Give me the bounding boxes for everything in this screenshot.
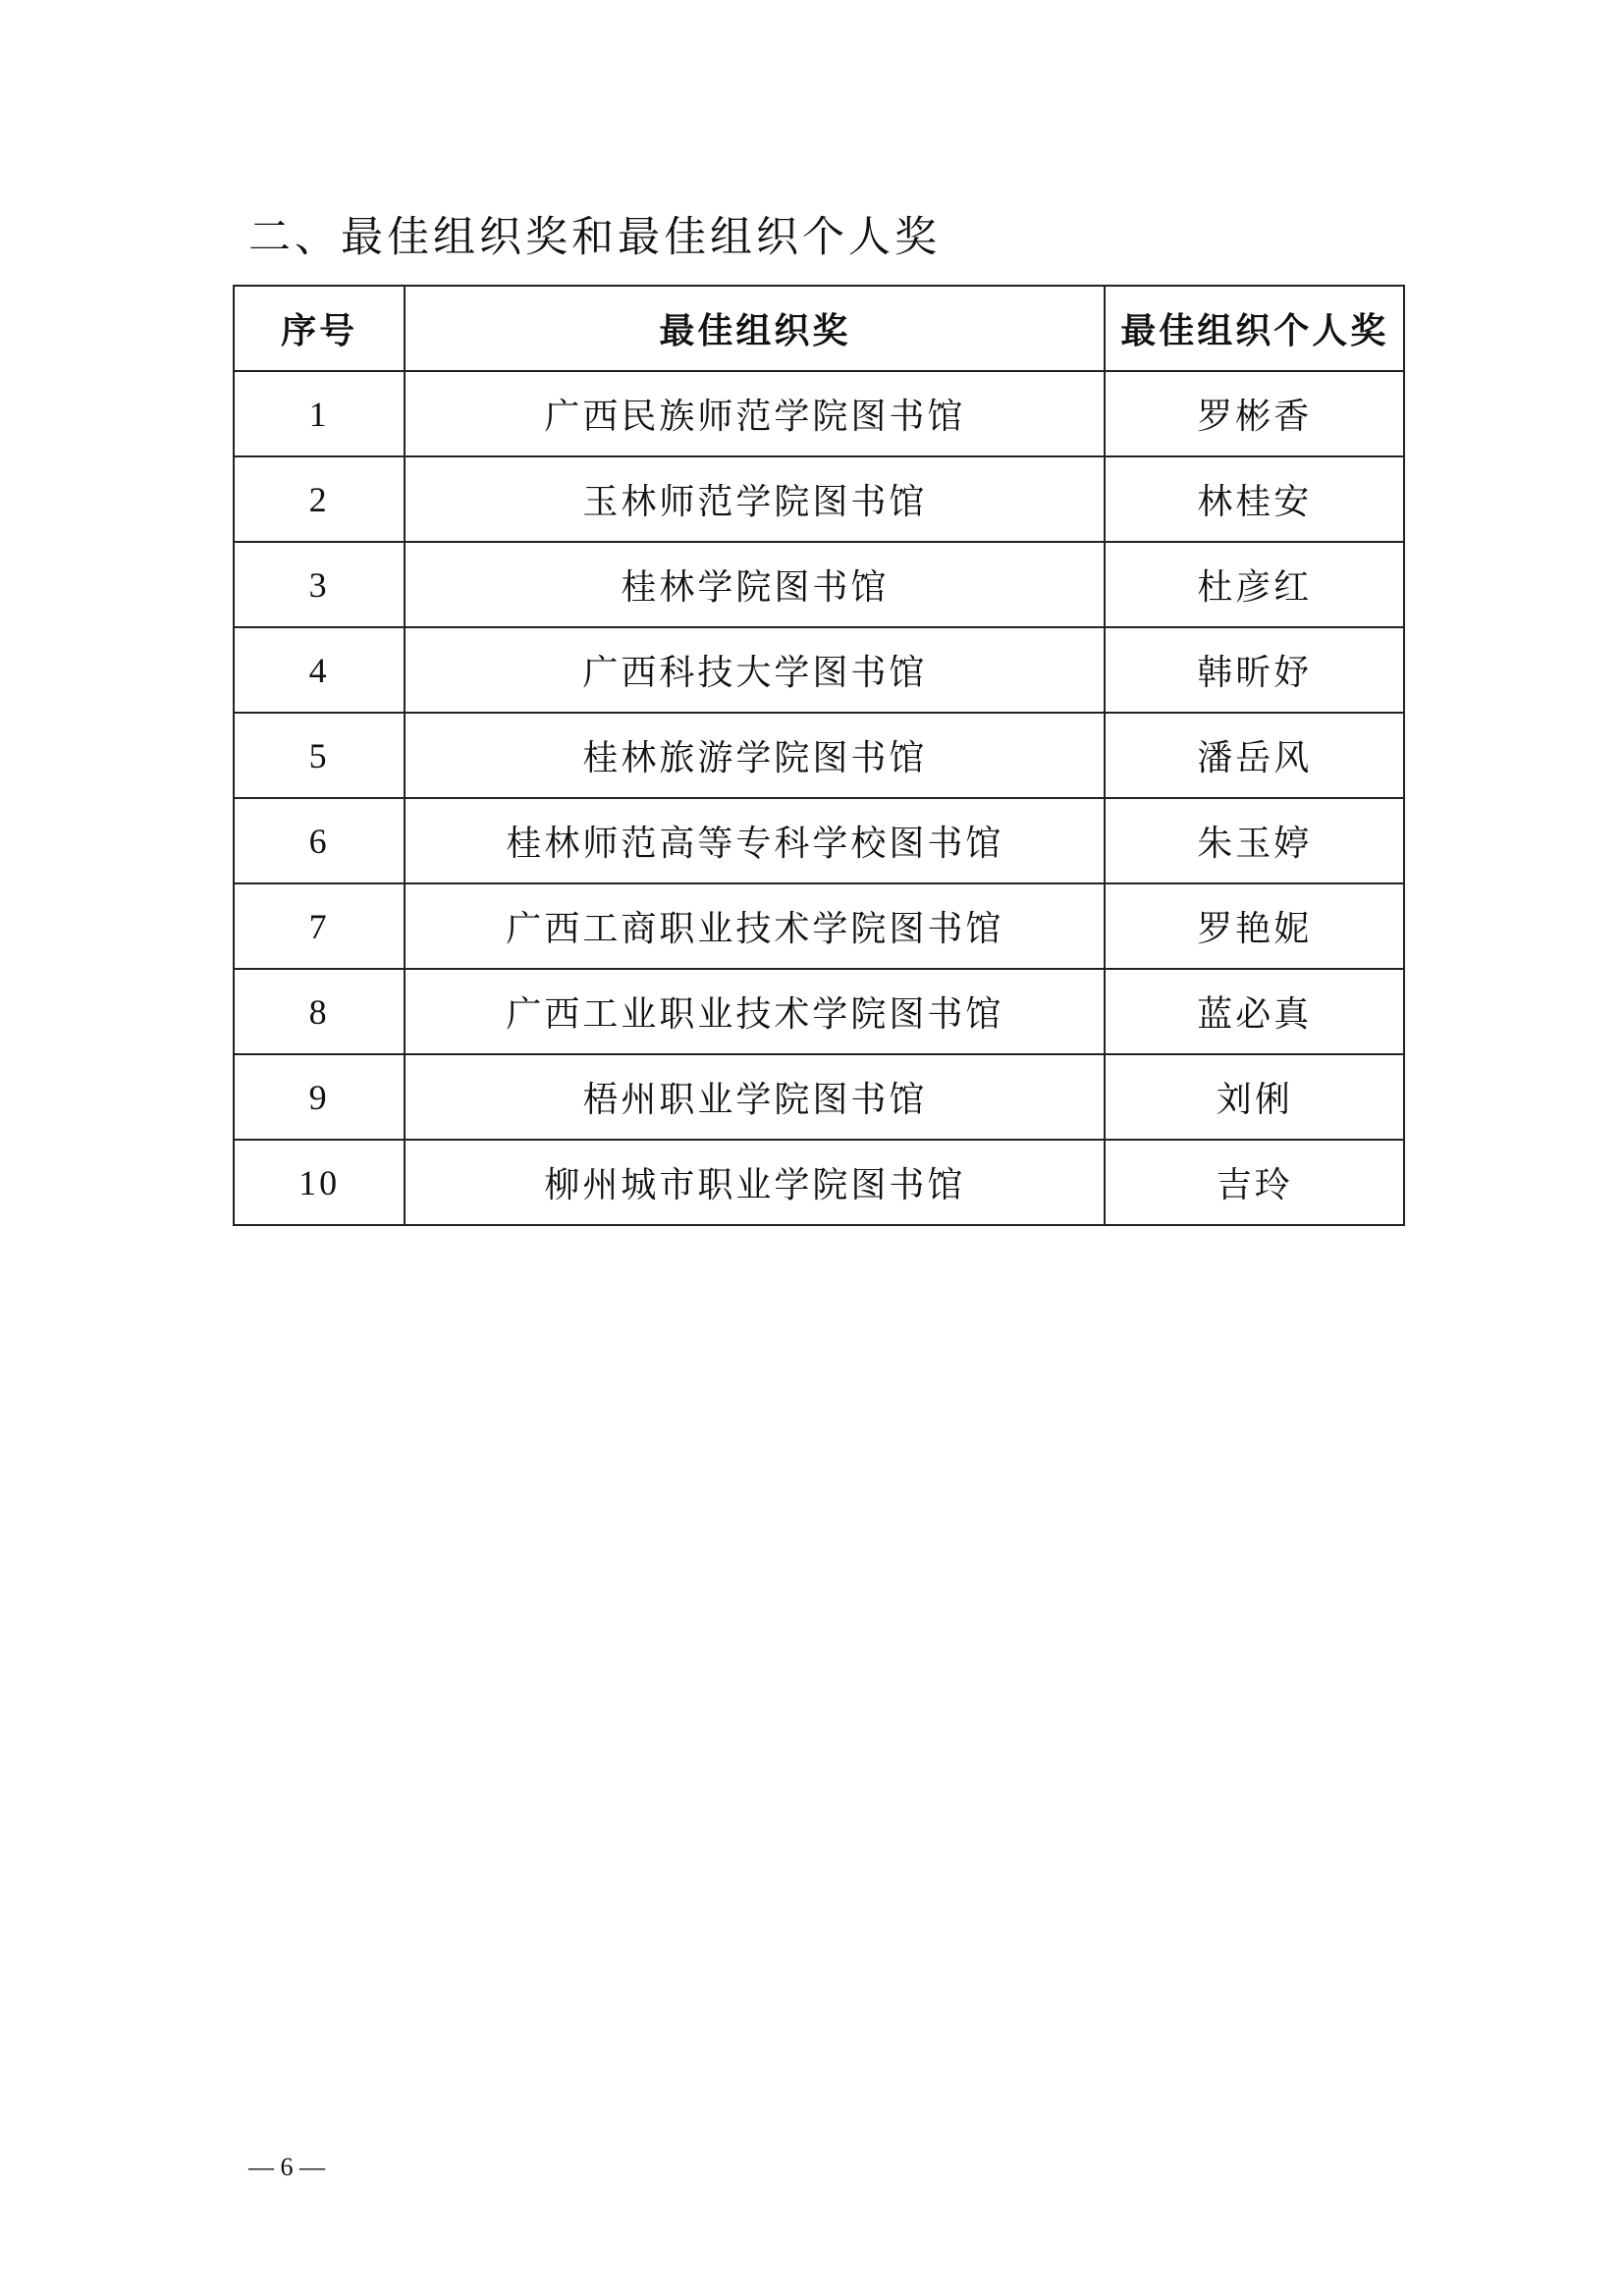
person-name: 刘俐 [1105,1054,1404,1140]
row-number: 10 [234,1140,405,1225]
person-name: 杜彦红 [1105,542,1404,627]
header-no: 序号 [234,286,405,371]
row-number: 9 [234,1054,405,1140]
table-header-row [234,286,1404,371]
table-row [234,627,1404,713]
org-name: 玉林师范学院图书馆 [405,456,1105,542]
header-person-award: 最佳组织个人奖 [1105,286,1404,371]
row-number: 4 [234,627,405,713]
org-name: 桂林师范高等专科学校图书馆 [405,798,1105,883]
table-row [234,969,1404,1054]
row-number: 2 [234,456,405,542]
person-name: 罗艳妮 [1105,883,1404,969]
person-name: 朱玉婷 [1105,798,1404,883]
table-row [234,456,1404,542]
person-name: 吉玲 [1105,1140,1404,1225]
person-name: 韩昕妤 [1105,627,1404,713]
person-name: 林桂安 [1105,456,1404,542]
org-name: 广西科技大学图书馆 [405,627,1105,713]
table-row [234,713,1404,798]
org-name: 桂林旅游学院图书馆 [405,713,1105,798]
org-name: 柳州城市职业学院图书馆 [405,1140,1105,1225]
awards-table [233,285,1405,1226]
org-name: 桂林学院图书馆 [405,542,1105,627]
row-number: 7 [234,883,405,969]
table-row [234,798,1404,883]
page-number: — 6 — [248,2153,325,2181]
person-name: 蓝必真 [1105,969,1404,1054]
table-row [234,542,1404,627]
row-number: 6 [234,798,405,883]
section-heading: 二、最佳组织奖和最佳组织个人奖 [248,213,941,262]
row-number: 3 [234,542,405,627]
table-row [234,1054,1404,1140]
row-number: 5 [234,713,405,798]
table-row [234,1140,1404,1225]
person-name: 潘岳风 [1105,713,1404,798]
row-number: 8 [234,969,405,1054]
table-row [234,883,1404,969]
org-name: 广西工业职业技术学院图书馆 [405,969,1105,1054]
person-name: 罗彬香 [1105,371,1404,456]
org-name: 广西民族师范学院图书馆 [405,371,1105,456]
org-name: 广西工商职业技术学院图书馆 [405,883,1105,969]
org-name: 梧州职业学院图书馆 [405,1054,1105,1140]
header-org-award: 最佳组织奖 [405,286,1105,371]
table-row [234,371,1404,456]
row-number: 1 [234,371,405,456]
